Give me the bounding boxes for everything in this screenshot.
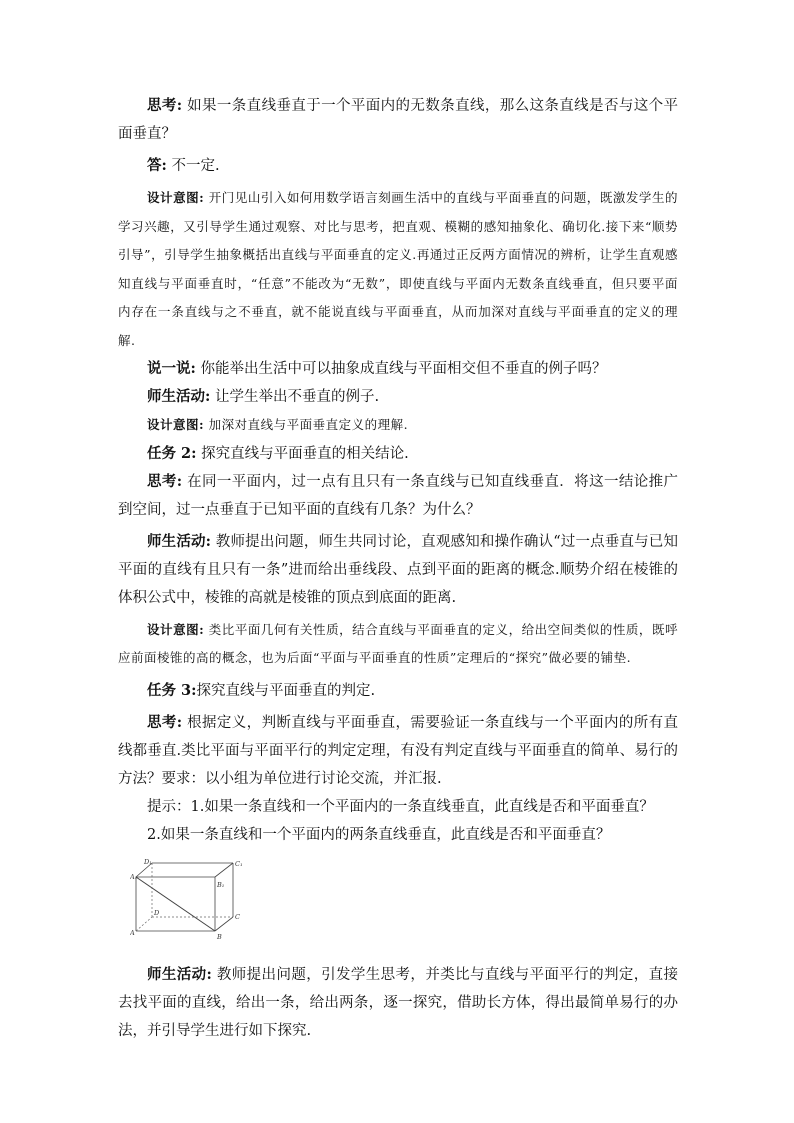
label-b1: B₁ (217, 880, 225, 889)
design-intent-label: 设计意图: (147, 621, 205, 637)
activity-text: 让学生举出不垂直的例子. (210, 389, 380, 405)
design-intent-text: 开门见山引入如何用数学语言刻画生活中的直线与平面垂直的问题，既激发学生的学习兴趣，又引导学生通过观察、对比与思考，把直观、模糊的感知抽象化、确切化.接下来“顺势引导”，引导学生抽象概括出直线与平面垂直的定义.再通过正反两方面情况的辨析，让学生直观感知直线与平面垂直时，“任意”不能改为“无数”，即使直线与平面内无数条直线垂直，但只要平面内存在一条直线与之不垂直，就不能说直线与平面垂直，从而加深对直线与平面垂直的定义的理解. (118, 190, 678, 348)
answer-paragraph (118, 152, 678, 180)
label-a: A (130, 928, 135, 937)
hint-2-paragraph: 2.如果一条直线和一个平面内的两条直线垂直，此直线是否和平面垂直？ (147, 826, 611, 843)
activity-label: 师生活动: (147, 388, 211, 405)
say-it-label: 说一说: (147, 360, 196, 377)
design-intent-paragraph-2 (118, 411, 678, 440)
design-intent-text: 加深对直线与平面垂直定义的理解. (204, 417, 409, 432)
say-it-text: 你能举出生活中可以抽象成直线与平面相交但不垂直的例子吗？ (195, 361, 607, 377)
activity-label: 师生活动: (147, 965, 212, 983)
activity-paragraph-2 (118, 528, 678, 612)
label-d1: D₁ (144, 858, 152, 866)
label-a1: A₁ (130, 872, 138, 881)
task-3-heading (118, 677, 678, 705)
design-intent-paragraph-3 (118, 616, 678, 673)
label-c1: C₁ (235, 859, 243, 868)
activity-paragraph-3 (118, 961, 678, 1045)
say-it-paragraph (118, 355, 678, 383)
think-text: 在同一平面内，过一点有且只有一条直线与已知直线垂直．将这一结论推广到空间，过一点垂直于已知平面的直线有几条？为什么？ (118, 473, 679, 518)
think-text: 根据定义，判断直线与平面垂直，需要验证一条直线与一个平面内的所有直线都垂直.类比平面与平面平行的判定定理，有没有判定直线与平面垂直的简单、易行的方法？要求：以小组为单位进行讨论交流，并汇报. (118, 714, 679, 787)
task-label: 任务 3: (147, 681, 197, 699)
activity-text: 教师提出问题，师生共同讨论，直观感知和操作确认“过一点垂直与已知平面的直线有且只有一条”进而给出垂线段、点到平面的距离的概念.顺势介绍在棱锥的体积公式中，棱锥的高就是棱锥的顶点到底面的距离. (118, 533, 678, 606)
think-paragraph-2 (118, 468, 678, 524)
label-c: C (235, 912, 240, 921)
answer-label: 答: (147, 157, 167, 174)
task-label: 任务 2: (147, 444, 197, 462)
design-intent-paragraph-1 (118, 184, 678, 355)
design-intent-label: 设计意图: (147, 190, 205, 205)
think-text: 如果一条直线垂直于一个平面内的无数条直线，那么这条直线是否与这个平面垂直？ (118, 98, 679, 142)
design-intent-label: 设计意图: (147, 417, 205, 432)
task-2-heading (118, 440, 678, 468)
think-label: 思考: (147, 97, 183, 114)
think-label: 思考: (147, 713, 183, 731)
think-question-paragraph (118, 92, 678, 148)
cuboid-diagram (130, 859, 260, 949)
document-body (118, 92, 678, 1045)
task-text: 探究直线与平面垂直的相关结论. (196, 445, 409, 462)
think-label: 思考: (147, 472, 183, 490)
answer-text: 不一定. (166, 158, 220, 174)
task-text: 探究直线与平面垂直的判定. (196, 682, 376, 699)
label-b: B (217, 932, 222, 941)
hint-1-paragraph: 提示：1.如果一条直线和一个平面内的一条直线垂直，此直线是否和平面垂直？ (147, 798, 654, 815)
activity-label: 师生活动: (147, 532, 212, 550)
design-intent-text: 类比平面几何有关性质，结合直线与平面垂直的定义，给出空间类似的性质，既呼应前面棱锥的高的概念，也为后面“平面与平面垂直的性质”定理后的“探究”做必要的铺垫. (118, 621, 678, 665)
cuboid-figure (130, 859, 260, 949)
activity-paragraph-1 (118, 383, 678, 411)
label-d: D (154, 908, 160, 917)
activity-text: 教师提出问题，引发学生思考，并类比与直线与平面平行的判定，直接去找平面的直线，给出一条，给出两条，逐一探究，借助长方体，得出最简单易行的办法，并引导学生进行如下探究. (118, 966, 678, 1039)
think-paragraph-3 (118, 709, 678, 793)
